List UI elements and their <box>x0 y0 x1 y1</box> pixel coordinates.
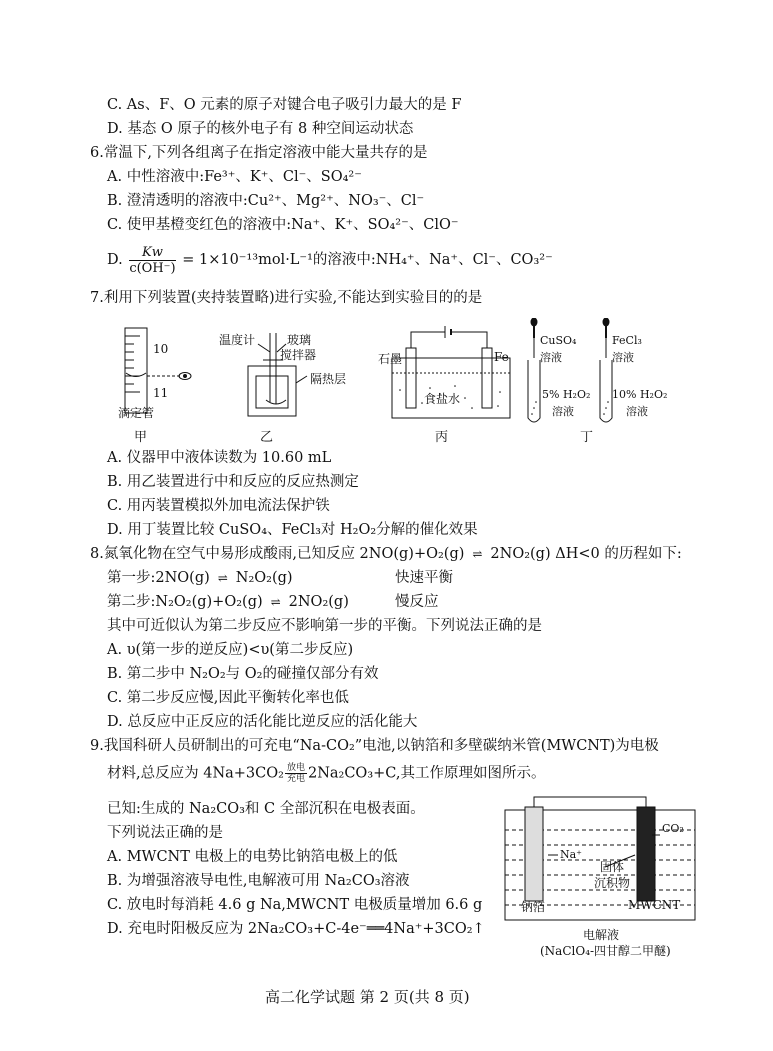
q8-stem-a: 8.氮氧化物在空气中易形成酸雨,已知反应 2NO(g)+O₂(g) <box>90 546 465 562</box>
q9-known: 已知:生成的 Na₂CO₃和 C 全部沉积在电极表面。 <box>107 801 425 817</box>
brine-label: 食盐水 <box>424 392 461 406</box>
thermometer-label: 温度计 <box>219 333 256 347</box>
q9-option-a: A. MWCNT 电极上的电势比钠箔电极上的低 <box>107 849 398 865</box>
caption-ding: 丁 <box>580 430 594 445</box>
q8-stem-b: 2NO₂(g) ΔH<0 的历程如下: <box>490 546 682 562</box>
page-footer: 高二化学试题 第 2 页(共 8 页) <box>265 988 470 1006</box>
discharge-charge-arrow <box>285 763 307 784</box>
burette-mark-10: 10 <box>153 342 169 356</box>
h2o2-5-label-2: 溶液 <box>552 405 574 418</box>
h2o2-5-label: 5% H₂O₂ <box>542 388 591 401</box>
solid-label-1: 固体 <box>600 860 625 874</box>
q7-option-c: C. 用丙装置模拟外加电流法保护铁 <box>107 498 330 514</box>
arrow-top-label: 放电 <box>286 763 305 773</box>
q6-d-prefix: D. <box>107 252 123 268</box>
q9-stem-1: 9.我国科研人员研制出的可充电“Na-CO₂”电池,以钠箔和多壁碳纳米管(MWCNT)为电极 <box>90 738 659 754</box>
q8-step2 <box>107 593 349 611</box>
sodium-foil-label: 钠箔 <box>521 900 546 914</box>
q5-option-c: C. As、F、O 元素的原子对键合电子吸引力最大的是 F <box>107 97 462 113</box>
q6-d-denominator: c(OH⁻) <box>129 260 176 276</box>
electrolyte-label: 电解液 <box>583 928 620 942</box>
q9-option-d: D. 充电时阳极反应为 2Na₂CO₃+C-4e⁻══4Na⁺+3CO₂↑ <box>107 921 485 937</box>
q8-step2-b: 2NO₂(g) <box>288 594 349 610</box>
equilibrium-arrow-icon: ⇌ <box>270 595 281 609</box>
q8-option-c: C. 第二步反应慢,因此平衡转化率也低 <box>107 690 349 706</box>
q6-stem: 6.常温下,下列各组离子在指定溶液中能大量共存的是 <box>90 145 428 161</box>
h2o2-10-label-2: 溶液 <box>626 405 648 418</box>
insulation-label: 隔热层 <box>310 372 347 386</box>
q9-option-b: B. 为增强溶液导电性,电解液可用 Na₂CO₃溶液 <box>107 873 410 889</box>
q9-option-c: C. 放电时每消耗 4.6 g Na,MWCNT 电极质量增加 6.6 g <box>107 897 483 913</box>
solid-label-2: 沉积物 <box>594 876 631 890</box>
caption-yi: 乙 <box>260 430 274 445</box>
q7-option-d: D. 用丁装置比较 CuSO₄、FeCl₃对 H₂O₂分解的催化效果 <box>107 522 478 538</box>
q8-step1-note: 快速平衡 <box>395 570 453 586</box>
na-ion-label: Na⁺ <box>560 848 582 861</box>
stirrer-label-1: 玻璃 <box>287 333 312 347</box>
burette-tube <box>125 328 147 413</box>
mwcnt-label: MWCNT <box>628 898 681 912</box>
co2-label: CO₂ <box>662 822 684 835</box>
q9-stem-2a: 材料,总反应为 4Na+3CO₂ <box>107 765 284 782</box>
q7-option-b: B. 用乙装置进行中和反应的反应热测定 <box>107 474 359 490</box>
q6-option-b: B. 澄清透明的溶液中:Cu²⁺、Mg²⁺、NO₃⁻、Cl⁻ <box>107 193 425 209</box>
q6-option-a: A. 中性溶液中:Fe³⁺、K⁺、Cl⁻、SO₄²⁻ <box>107 169 362 185</box>
q8-step2-a: 第二步:N₂O₂(g)+O₂(g) <box>107 594 263 610</box>
q8-step2-note: 慢反应 <box>395 594 439 610</box>
electrolyte-note: (NaClO₄-四甘醇二甲醚) <box>540 944 671 958</box>
q9-ask: 下列说法正确的是 <box>107 825 223 841</box>
q7-option-a: A. 仪器甲中液体读数为 10.60 mL <box>107 450 332 466</box>
q7-stem: 7.利用下列装置(夹持装置略)进行实验,不能达到实验目的的是 <box>90 290 483 306</box>
equilibrium-arrow-icon: ⇌ <box>472 547 483 561</box>
graphite-label: 石墨 <box>378 352 403 366</box>
q6-d-rest: = 1×10⁻¹³mol·L⁻¹的溶液中:NH₄⁺、Na⁺、Cl⁻、CO₃²⁻ <box>182 252 553 268</box>
caption-jia: 甲 <box>134 430 148 445</box>
q9-stem-2b: 2Na₂CO₃+C,其工作原理如图所示。 <box>307 765 546 782</box>
fecl3-reagent-label: FeCl₃ <box>612 334 642 347</box>
cuso4-reagent-label-2: 溶液 <box>540 351 562 364</box>
q6-option-c: C. 使甲基橙变红色的溶液中:Na⁺、K⁺、SO₄²⁻、ClO⁻ <box>107 217 459 233</box>
q8-stem <box>90 545 682 563</box>
cuso4-reagent-label: CuSO₄ <box>540 334 577 347</box>
q5-option-d: D. 基态 O 原子的核外电子有 8 种空间运动状态 <box>107 121 414 137</box>
q8-step1-a: 第一步:2NO(g) <box>107 570 210 586</box>
q6-d-fraction <box>129 245 175 276</box>
q8-option-a: A. υ(第一步的逆反应)<υ(第二步反应) <box>107 642 354 658</box>
q9-stem-2 <box>107 763 545 784</box>
q8-note: 其中可近似认为第二步反应不影响第一步的平衡。下列说法正确的是 <box>107 618 542 634</box>
equilibrium-arrow-icon: ⇌ <box>217 571 228 585</box>
burette-label: 滴定管 <box>118 406 155 420</box>
q8-step1 <box>107 569 293 587</box>
h2o2-10-label: 10% H₂O₂ <box>612 388 668 401</box>
arrow-bottom-label: 充电 <box>286 774 305 784</box>
q6-option-d <box>107 242 553 278</box>
caption-bing: 丙 <box>435 430 449 445</box>
stirrer-label-2: 搅拌器 <box>280 348 317 362</box>
q6-d-numerator: Kw <box>129 245 175 261</box>
fecl3-reagent-label-2: 溶液 <box>612 351 634 364</box>
q8-step1-b: N₂O₂(g) <box>235 570 293 586</box>
q8-option-b: B. 第二步中 N₂O₂与 O₂的碰撞仅部分有效 <box>107 666 379 682</box>
fe-label: Fe <box>494 350 509 364</box>
q8-option-d: D. 总反应中正反应的活化能比逆反应的活化能大 <box>107 714 418 730</box>
burette-mark-11: 11 <box>153 386 169 400</box>
